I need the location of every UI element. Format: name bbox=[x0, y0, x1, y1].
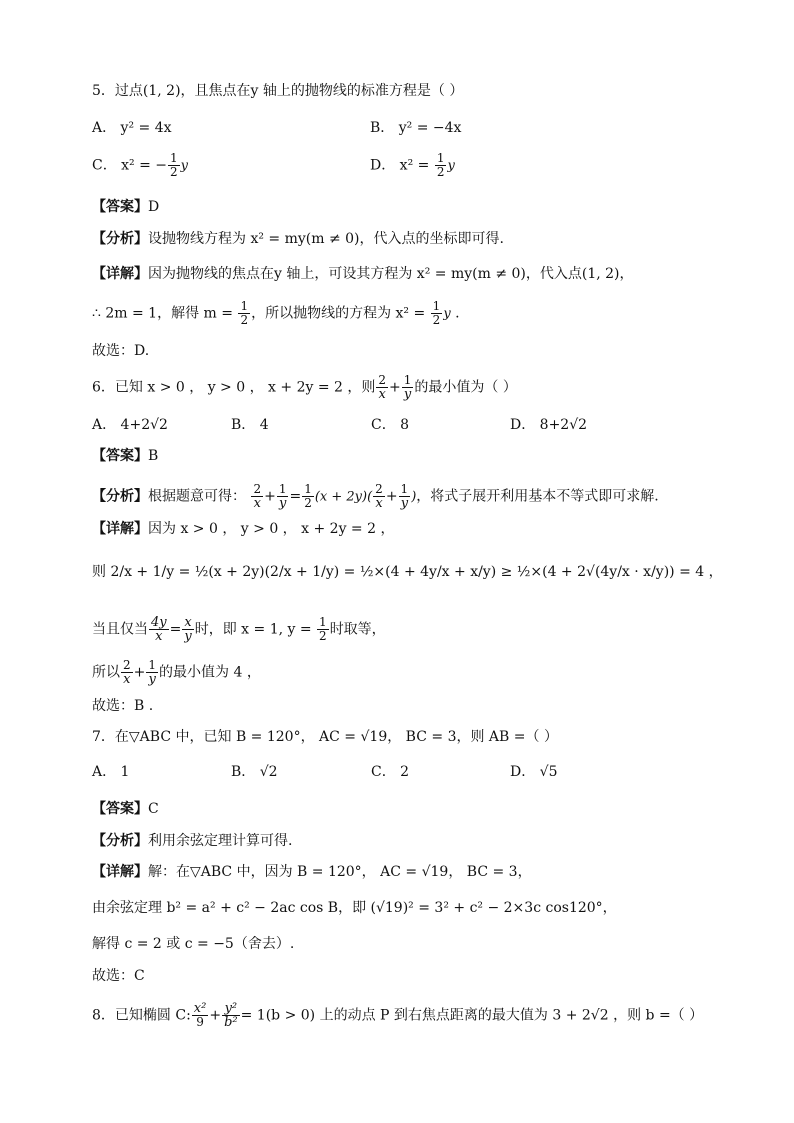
q6-answer: 【答案】B bbox=[92, 448, 159, 464]
q6-detail-2: 则 2/x + 1/y = ½(x + 2y)(2/x + 1/y) = ½×(4 + 4y/x + x/y) ≥ ½×(4 + 2√(4y/x · x/y)) = 4 ， bbox=[92, 564, 723, 580]
q5-detail-2: ∴ 2m = 1，解得 m = $\frac{1}{2}$ ，所以抛物线的方程为 x² = $\frac{1}{2}$ y . bbox=[92, 299, 460, 327]
q7-answer: 【答案】C bbox=[92, 801, 159, 817]
q6-detail-1: 【详解】因为 x > 0 ， y > 0 ， x + 2y = 2 ， bbox=[92, 521, 395, 537]
q7-detail-1: 【详解】解：在▽ABC 中，因为 B = 120°， AC = √19， BC = 3， bbox=[92, 864, 532, 880]
q7-detail-2: 由余弦定理 b² = a² + c² − 2ac cos B，即 (√19)² = 3² + c² − 2×3c cos120°， bbox=[92, 900, 617, 916]
q5-option-c: C． x² = − $\frac{1}{2}$ y bbox=[92, 151, 189, 179]
q6-option-a: A． 4+2√2 bbox=[92, 417, 168, 433]
q6-option-b: B． 4 bbox=[231, 417, 269, 433]
q5-detail-1: 【详解】因为抛物线的焦点在y 轴上，可设其方程为 x² = my(m ≠ 0)，代入点(1, 2)， bbox=[92, 266, 634, 282]
q6-option-c: C． 8 bbox=[371, 417, 410, 433]
q7-option-a: A． 1 bbox=[92, 764, 130, 780]
q6-analysis: 【分析】根据题意可得： $\frac{2}{x}$ + $\frac{1}{y}$ = $\frac{1}{2}$ (x + 2y)( $\frac{2}{x}$ + $\frac{1}{y}$ )，将式子展开利用基本不等式即可求解. bbox=[92, 482, 659, 511]
q6-conclusion: 故选：B . bbox=[92, 698, 154, 714]
q6-detail-4: 所以 $\frac{2}{x}$ + $\frac{1}{y}$ 的最小值为 4 ， bbox=[92, 658, 261, 687]
q7-detail-3: 解得 c = 2 或 c = −5（舍去）. bbox=[92, 936, 295, 952]
q6-stem: 6．已知 x > 0 ， y > 0 ， x + 2y = 2 ，则 $\frac{2}{x}$ + $\frac{1}{y}$ 的最小值为（ ） bbox=[92, 373, 517, 402]
q7-option-d: D． √5 bbox=[510, 764, 558, 780]
q5-conclusion: 故选：D. bbox=[92, 343, 150, 359]
q5-stem: 5．过点(1, 2)，且焦点在y 轴上的抛物线的标准方程是（ ） bbox=[92, 83, 464, 99]
q6-detail-3: 当且仅当 $\frac{4y}{x}$ = $\frac{x}{y}$ 时，即 x = 1, y = $\frac{1}{2}$ 时取等， bbox=[92, 615, 386, 644]
q7-analysis: 【分析】利用余弦定理计算可得. bbox=[92, 833, 293, 849]
q8-stem: 8．已知椭圆 C: $\frac{\text{x²}}{9}$ + $\frac{\text{y²}}{\text{b²}}$ = 1(b > 0) 上的动点 P 到右焦点距离的最大值为 3 + 2√2 ，则 b =（ ） bbox=[92, 1001, 704, 1030]
q5-option-d: D． x² = $\frac{1}{2}$ y bbox=[370, 151, 455, 179]
q5-option-a: A． y² = 4x bbox=[92, 120, 172, 136]
q5-option-b: B． y² = −4x bbox=[370, 120, 462, 136]
q5-answer: 【答案】D bbox=[92, 199, 160, 215]
q7-stem: 7．在▽ABC 中，已知 B = 120°， AC = √19， BC = 3，则 AB =（ ） bbox=[92, 729, 558, 745]
q7-conclusion: 故选：C bbox=[92, 968, 145, 984]
q7-option-b: B． √2 bbox=[231, 764, 278, 780]
q5-analysis: 【分析】设抛物线方程为 x² = my(m ≠ 0)，代入点的坐标即可得. bbox=[92, 231, 504, 247]
q7-option-c: C． 2 bbox=[371, 764, 410, 780]
q6-option-d: D． 8+2√2 bbox=[510, 417, 588, 433]
